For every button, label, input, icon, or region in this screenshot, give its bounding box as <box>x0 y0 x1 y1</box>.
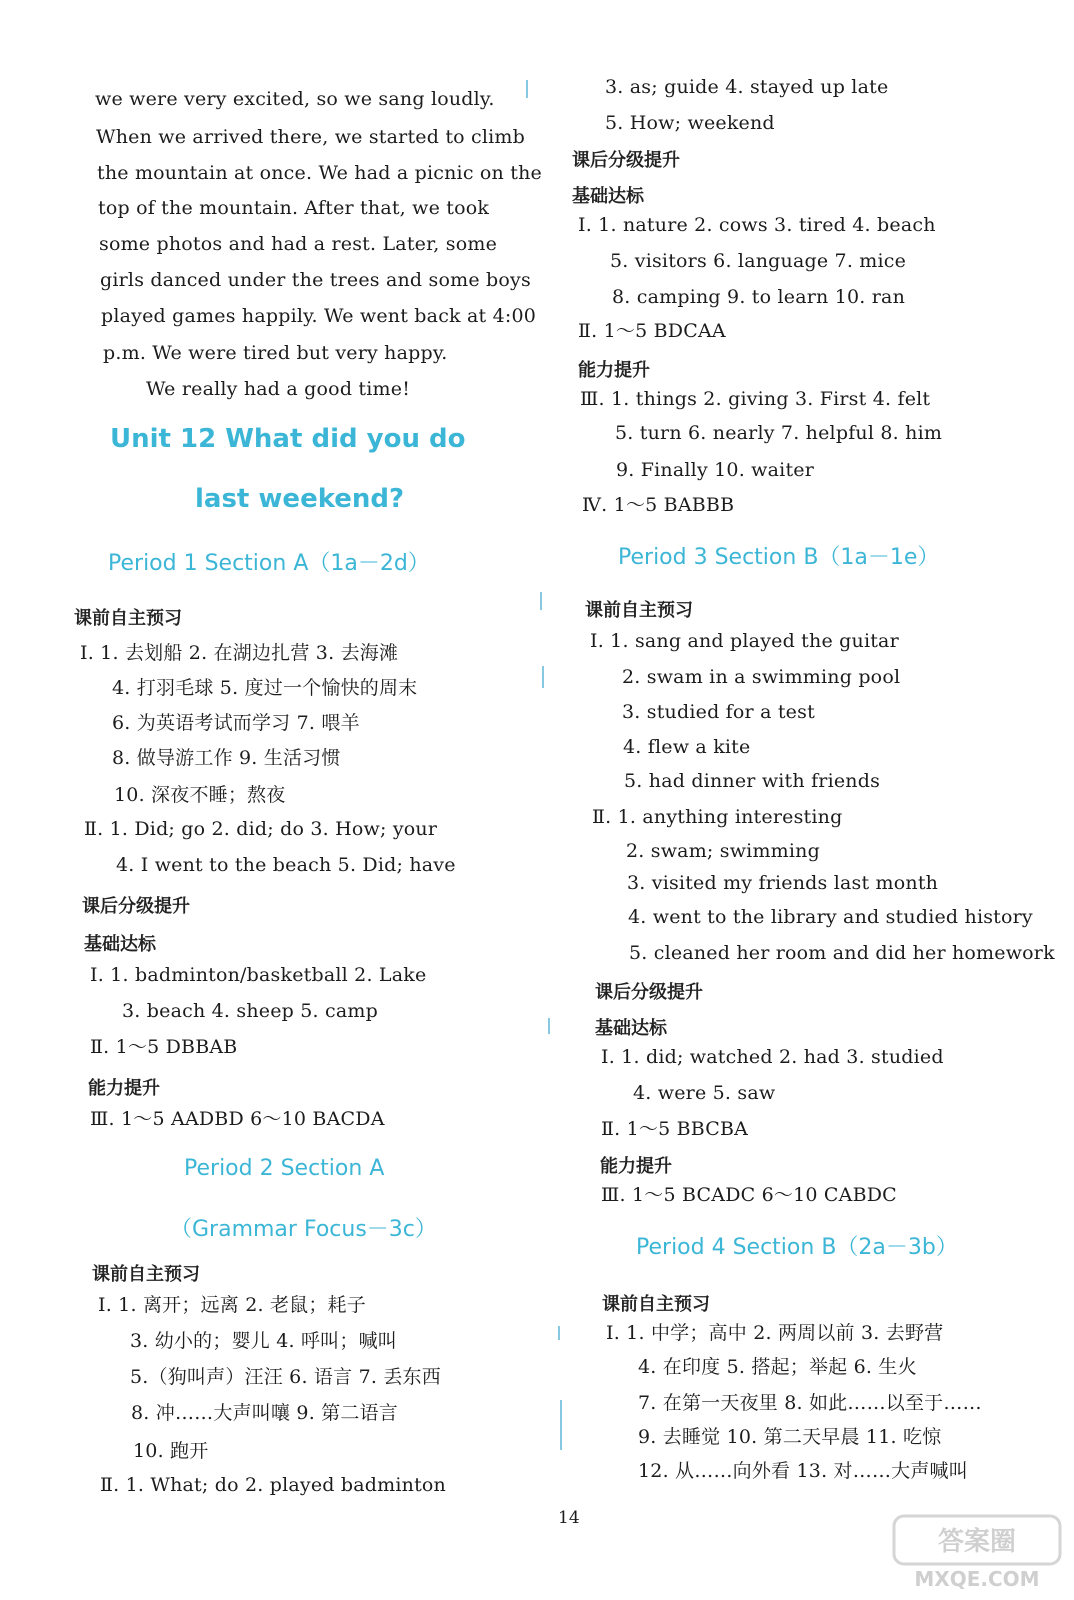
para-line: girls danced under the trees and some boys <box>100 269 531 291</box>
subsection-heading: 能力提升 <box>578 360 650 381</box>
answer-line: 4. went to the library and studied history <box>628 906 1033 928</box>
answer-line: Ⅰ. 1. 离开；远离 2. 老鼠；耗子 <box>98 1294 366 1316</box>
svg-text:MXQE.COM: MXQE.COM <box>914 1567 1040 1591</box>
answer-line: 4. 打羽毛球 5. 度过一个愉快的周末 <box>112 677 418 699</box>
answer-line: 10. 深夜不睡；熬夜 <box>114 784 286 806</box>
answer-line: 3. visited my friends last month <box>627 872 939 894</box>
period-heading: Period 2 Section A <box>184 1156 385 1181</box>
answer-line: Ⅲ. 1～5 BCADC 6～10 CABDC <box>601 1184 897 1206</box>
answer-line: Ⅰ. 1. sang and played the guitar <box>590 630 899 652</box>
answer-line: 2. swam in a swimming pool <box>622 666 901 688</box>
section-heading: 课前自主预习 <box>92 1264 200 1285</box>
answer-line: 2. swam; swimming <box>626 840 820 862</box>
watermark-logo <box>892 1514 1062 1594</box>
answer-line: 5. cleaned her room and did her homework <box>629 942 1055 964</box>
subsection-heading: 基础达标 <box>572 186 644 207</box>
margin-mark <box>542 666 544 688</box>
answer-line: 7. 在第一天夜里 8. 如此……以至于…… <box>638 1392 982 1414</box>
subsection-heading: 能力提升 <box>600 1156 672 1177</box>
para-line: some photos and had a rest. Later, some <box>99 233 498 255</box>
svg-text:答案圈: 答案圈 <box>937 1527 1017 1557</box>
answer-line: Ⅰ. 1. 中学；高中 2. 两周以前 3. 去野营 <box>606 1322 944 1344</box>
para-line: played games happily. We went back at 4:00 <box>101 305 537 327</box>
margin-mark <box>558 1326 560 1340</box>
answer-line: Ⅰ. 1. did; watched 2. had 3. studied <box>601 1046 944 1068</box>
unit-title-cont: last weekend? <box>195 484 405 514</box>
para-line: When we arrived there, we started to climb <box>96 126 526 148</box>
unit-title: Unit 12 What did you do <box>110 424 466 454</box>
para-line: p.m. We were tired but very happy. <box>103 342 448 364</box>
answer-line: 5. had dinner with friends <box>624 770 881 792</box>
period-heading: Period 4 Section B（2a－3b） <box>636 1235 958 1260</box>
answer-line: Ⅲ. 1～5 AADBD 6～10 BACDA <box>90 1108 385 1130</box>
subsection-heading: 基础达标 <box>595 1018 667 1039</box>
answer-line: 5. How; weekend <box>605 112 775 134</box>
para-line: We really had a good time! <box>146 378 411 400</box>
answer-line: 5.（狗叫声）汪汪 6. 语言 7. 丢东西 <box>130 1366 441 1388</box>
answer-line: 5. turn 6. nearly 7. helpful 8. him <box>615 422 943 444</box>
subsection-heading: 能力提升 <box>88 1078 160 1099</box>
margin-mark <box>526 80 528 98</box>
section-heading: 课前自主预习 <box>74 608 182 629</box>
margin-mark <box>540 592 542 610</box>
answer-line: Ⅰ. 1. badminton/basketball 2. Lake <box>90 964 427 986</box>
answer-line: Ⅱ. 1. anything interesting <box>592 806 843 828</box>
answer-line: 3. 幼小的；婴儿 4. 呼叫；喊叫 <box>130 1330 397 1352</box>
answer-line: 9. 去睡觉 10. 第二天早晨 11. 吃惊 <box>638 1426 942 1448</box>
period-heading: Period 3 Section B（1a－1e） <box>618 545 940 570</box>
section-heading: 课后分级提升 <box>82 896 190 917</box>
answer-line: 10. 跑开 <box>133 1440 209 1462</box>
page-number: 14 <box>558 1508 580 1528</box>
answer-line: 8. 冲……大声叫嚷 9. 第二语言 <box>131 1402 398 1424</box>
section-heading: 课后分级提升 <box>595 982 703 1003</box>
answer-line: 12. 从……向外看 13. 对……大声喊叫 <box>638 1460 968 1482</box>
answer-line: 8. camping 9. to learn 10. ran <box>612 286 906 308</box>
answer-line: 4. flew a kite <box>623 736 751 758</box>
answer-line: 4. were 5. saw <box>633 1082 776 1104</box>
answer-line: 9. Finally 10. waiter <box>616 459 815 481</box>
answer-line: 5. visitors 6. language 7. mice <box>610 250 907 272</box>
answer-line: Ⅱ. 1～5 BDCAA <box>578 320 726 342</box>
answer-line: Ⅱ. 1. What; do 2. played badminton <box>100 1474 446 1496</box>
answer-line: Ⅱ. 1～5 BBCBA <box>601 1118 749 1140</box>
para-line: we were very excited, so we sang loudly. <box>95 88 495 110</box>
answer-line: 3. studied for a test <box>622 701 815 723</box>
section-heading: 课后分级提升 <box>572 150 680 171</box>
section-heading: 课前自主预习 <box>585 600 693 621</box>
period-heading: Period 1 Section A（1a－2d） <box>108 551 430 576</box>
answer-line: 4. 在印度 5. 搭起；举起 6. 生火 <box>638 1356 917 1378</box>
section-heading: 课前自主预习 <box>602 1294 710 1315</box>
answer-line: 3. as; guide 4. stayed up late <box>605 76 889 98</box>
answer-line: Ⅰ. 1. nature 2. cows 3. tired 4. beach <box>578 214 936 236</box>
answer-line: 3. beach 4. sheep 5. camp <box>122 1000 378 1022</box>
margin-mark <box>560 1400 562 1450</box>
period-heading-cont: （Grammar Focus－3c） <box>170 1217 437 1242</box>
answer-line: Ⅰ. 1. 去划船 2. 在湖边扎营 3. 去海滩 <box>80 642 399 664</box>
answer-line: 6. 为英语考试而学习 7. 喂羊 <box>112 712 360 734</box>
answer-line: Ⅳ. 1～5 BABBB <box>582 494 735 516</box>
answer-line: Ⅱ. 1. Did; go 2. did; do 3. How; your <box>84 818 438 840</box>
para-line: the mountain at once. We had a picnic on the <box>97 162 542 184</box>
answer-line: Ⅲ. 1. things 2. giving 3. First 4. felt <box>580 388 931 410</box>
answer-line: 4. I went to the beach 5. Did; have <box>116 854 456 876</box>
margin-mark <box>548 1018 550 1034</box>
answer-line: Ⅱ. 1～5 DBBAB <box>90 1036 238 1058</box>
answer-line: 8. 做导游工作 9. 生活习惯 <box>112 747 341 769</box>
para-line: top of the mountain. After that, we took <box>98 197 490 219</box>
subsection-heading: 基础达标 <box>84 934 156 955</box>
